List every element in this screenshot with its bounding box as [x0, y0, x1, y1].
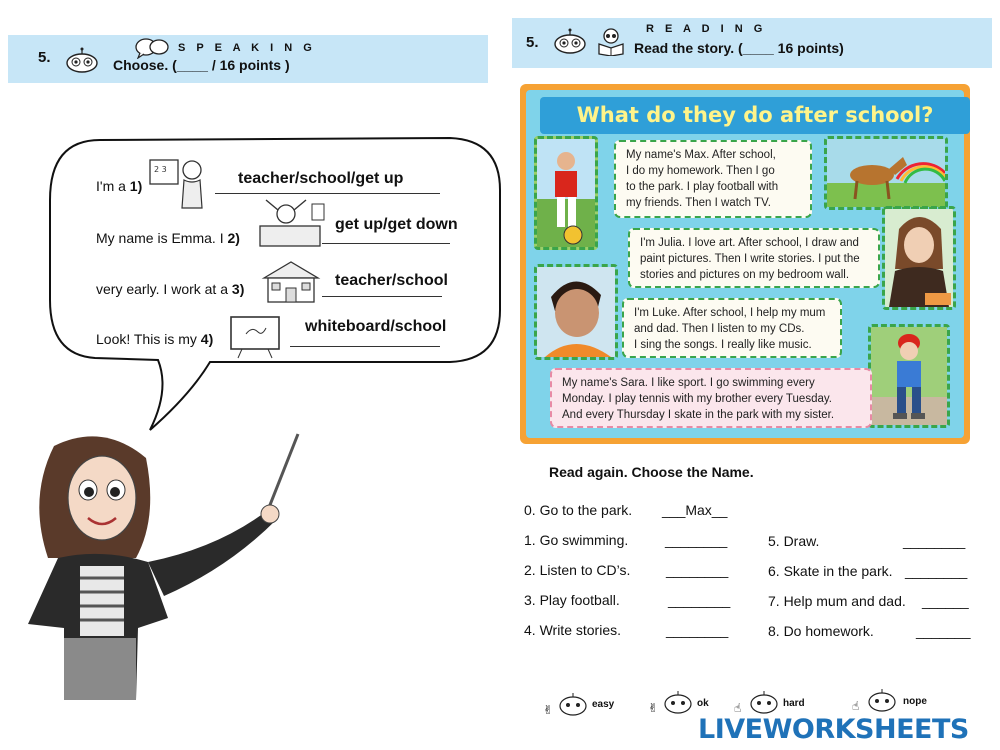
speech-bubbles-icon — [134, 37, 170, 59]
example-answer: ___Max__ — [662, 502, 728, 518]
reading-number: 5. — [526, 34, 539, 51]
photo-horse-painting — [824, 136, 948, 210]
book-reading-icon — [596, 26, 626, 56]
speaking-instruction: Choose. (____ / 16 points ) — [113, 57, 290, 73]
item-7: 7. Help mum and dad. — [768, 593, 906, 609]
speaking-title: S P E A K I N G — [178, 42, 316, 54]
teacher-illustration — [18, 428, 308, 700]
photo-julia — [882, 206, 956, 310]
svg-text:☝: ☝ — [734, 701, 742, 715]
item-2-blank[interactable]: ________ — [666, 562, 729, 578]
story-title: What do they do after school? — [576, 103, 934, 127]
item-8: 8. Do homework. — [768, 623, 874, 639]
teacher-picture — [148, 154, 210, 212]
rating-ok-label: ok — [697, 698, 709, 709]
reading-instruction: Read the story. (____ 16 points) — [634, 40, 844, 56]
item-1: 1. Go swimming. — [524, 532, 629, 548]
speaking-number: 5. — [38, 49, 51, 66]
svg-text:✌: ✌ — [648, 701, 659, 715]
item-2: 2. Listen to CD’s. — [524, 562, 631, 578]
answer-choices-2[interactable]: get up/get down — [335, 216, 458, 233]
speaking-line-1: I'm a 1) — [96, 178, 143, 194]
item-1-blank[interactable]: ________ — [665, 532, 728, 548]
item-6-blank[interactable]: ________ — [905, 563, 968, 579]
svg-text:2 3: 2 3 — [154, 165, 167, 174]
item-5: 5. Draw. — [768, 533, 820, 549]
getting-up-picture — [256, 196, 328, 252]
horse-rainbow-image — [827, 139, 945, 207]
item-5-blank[interactable]: ________ — [903, 533, 966, 549]
liveworksheets-logo: LIVEWORKSHEETS — [698, 714, 969, 745]
speaking-line-4: Look! This is my 4) — [96, 331, 214, 347]
answer-line-2 — [322, 243, 450, 244]
robot-icon — [64, 47, 100, 73]
max-football-image — [537, 139, 595, 247]
svg-text:☝: ☝ — [852, 699, 860, 713]
rating-nope-label: nope — [903, 696, 927, 707]
speaking-line-3: very early. I work at a 3) — [96, 281, 245, 297]
rating-nope-icon[interactable] — [852, 686, 900, 716]
robot-icon — [552, 28, 588, 54]
item-3-blank[interactable]: ________ — [668, 592, 731, 608]
text-julia: I'm Julia. I love art. After school, I draw and paint pictures. Then I write stories. I put the stories and pictures on my bedroom wall. — [628, 228, 880, 288]
item-4: 4. Write stories. — [524, 622, 621, 638]
rating-ok-icon[interactable] — [648, 688, 696, 718]
school-picture — [260, 258, 322, 306]
photo-luke — [534, 264, 618, 360]
luke-music-image — [537, 267, 615, 357]
text-luke: I'm Luke. After school, I help my mum and dad. Then I listen to my CDs. I sing the songs. I really like music. — [622, 298, 842, 358]
answer-line-1 — [215, 193, 440, 194]
item-8-blank[interactable]: _______ — [916, 623, 971, 639]
reading-banner — [512, 18, 992, 68]
answer-line-4 — [290, 346, 440, 347]
rating-hard-label: hard — [783, 698, 805, 709]
item-4-blank[interactable]: ________ — [666, 622, 729, 638]
sara-skating-image — [871, 327, 947, 425]
item-6: 6. Skate in the park. — [768, 563, 893, 579]
story-title-bar — [540, 97, 970, 134]
answer-choices-1[interactable]: teacher/school/get up — [238, 170, 404, 187]
story-background — [526, 90, 964, 438]
speaking-line-2: My name is Emma. I 2) — [96, 230, 240, 246]
rating-easy-icon[interactable] — [543, 690, 591, 720]
svg-text:✌: ✌ — [543, 703, 554, 717]
speaking-banner — [8, 35, 488, 83]
whiteboard-picture — [228, 314, 282, 360]
reading-title: R E A D I N G — [646, 23, 767, 35]
rating-easy-label: easy — [592, 699, 615, 710]
photo-max — [534, 136, 598, 250]
answer-choices-4[interactable]: whiteboard/school — [305, 318, 447, 335]
text-sara: My name's Sara. I like sport. I go swimming every Monday. I play tennis with my brother every Tuesday. And every Thursday I skate in the park with my sister. — [550, 368, 872, 428]
answer-choices-3[interactable]: teacher/school — [335, 272, 448, 289]
text-max: My name's Max. After school, I do my homework. Then I go to the park. I play football with my friends. Then I watch TV. — [614, 140, 812, 218]
item-7-blank[interactable]: ______ — [922, 593, 969, 609]
read-again-instruction: Read again. Choose the Name. — [549, 464, 754, 480]
item-3: 3. Play football. — [524, 592, 620, 608]
julia-painting-image — [885, 209, 953, 307]
example-item: 0. Go to the park. — [524, 502, 633, 518]
story-panel — [520, 84, 970, 444]
photo-sara — [868, 324, 950, 428]
answer-line-3 — [322, 296, 442, 297]
